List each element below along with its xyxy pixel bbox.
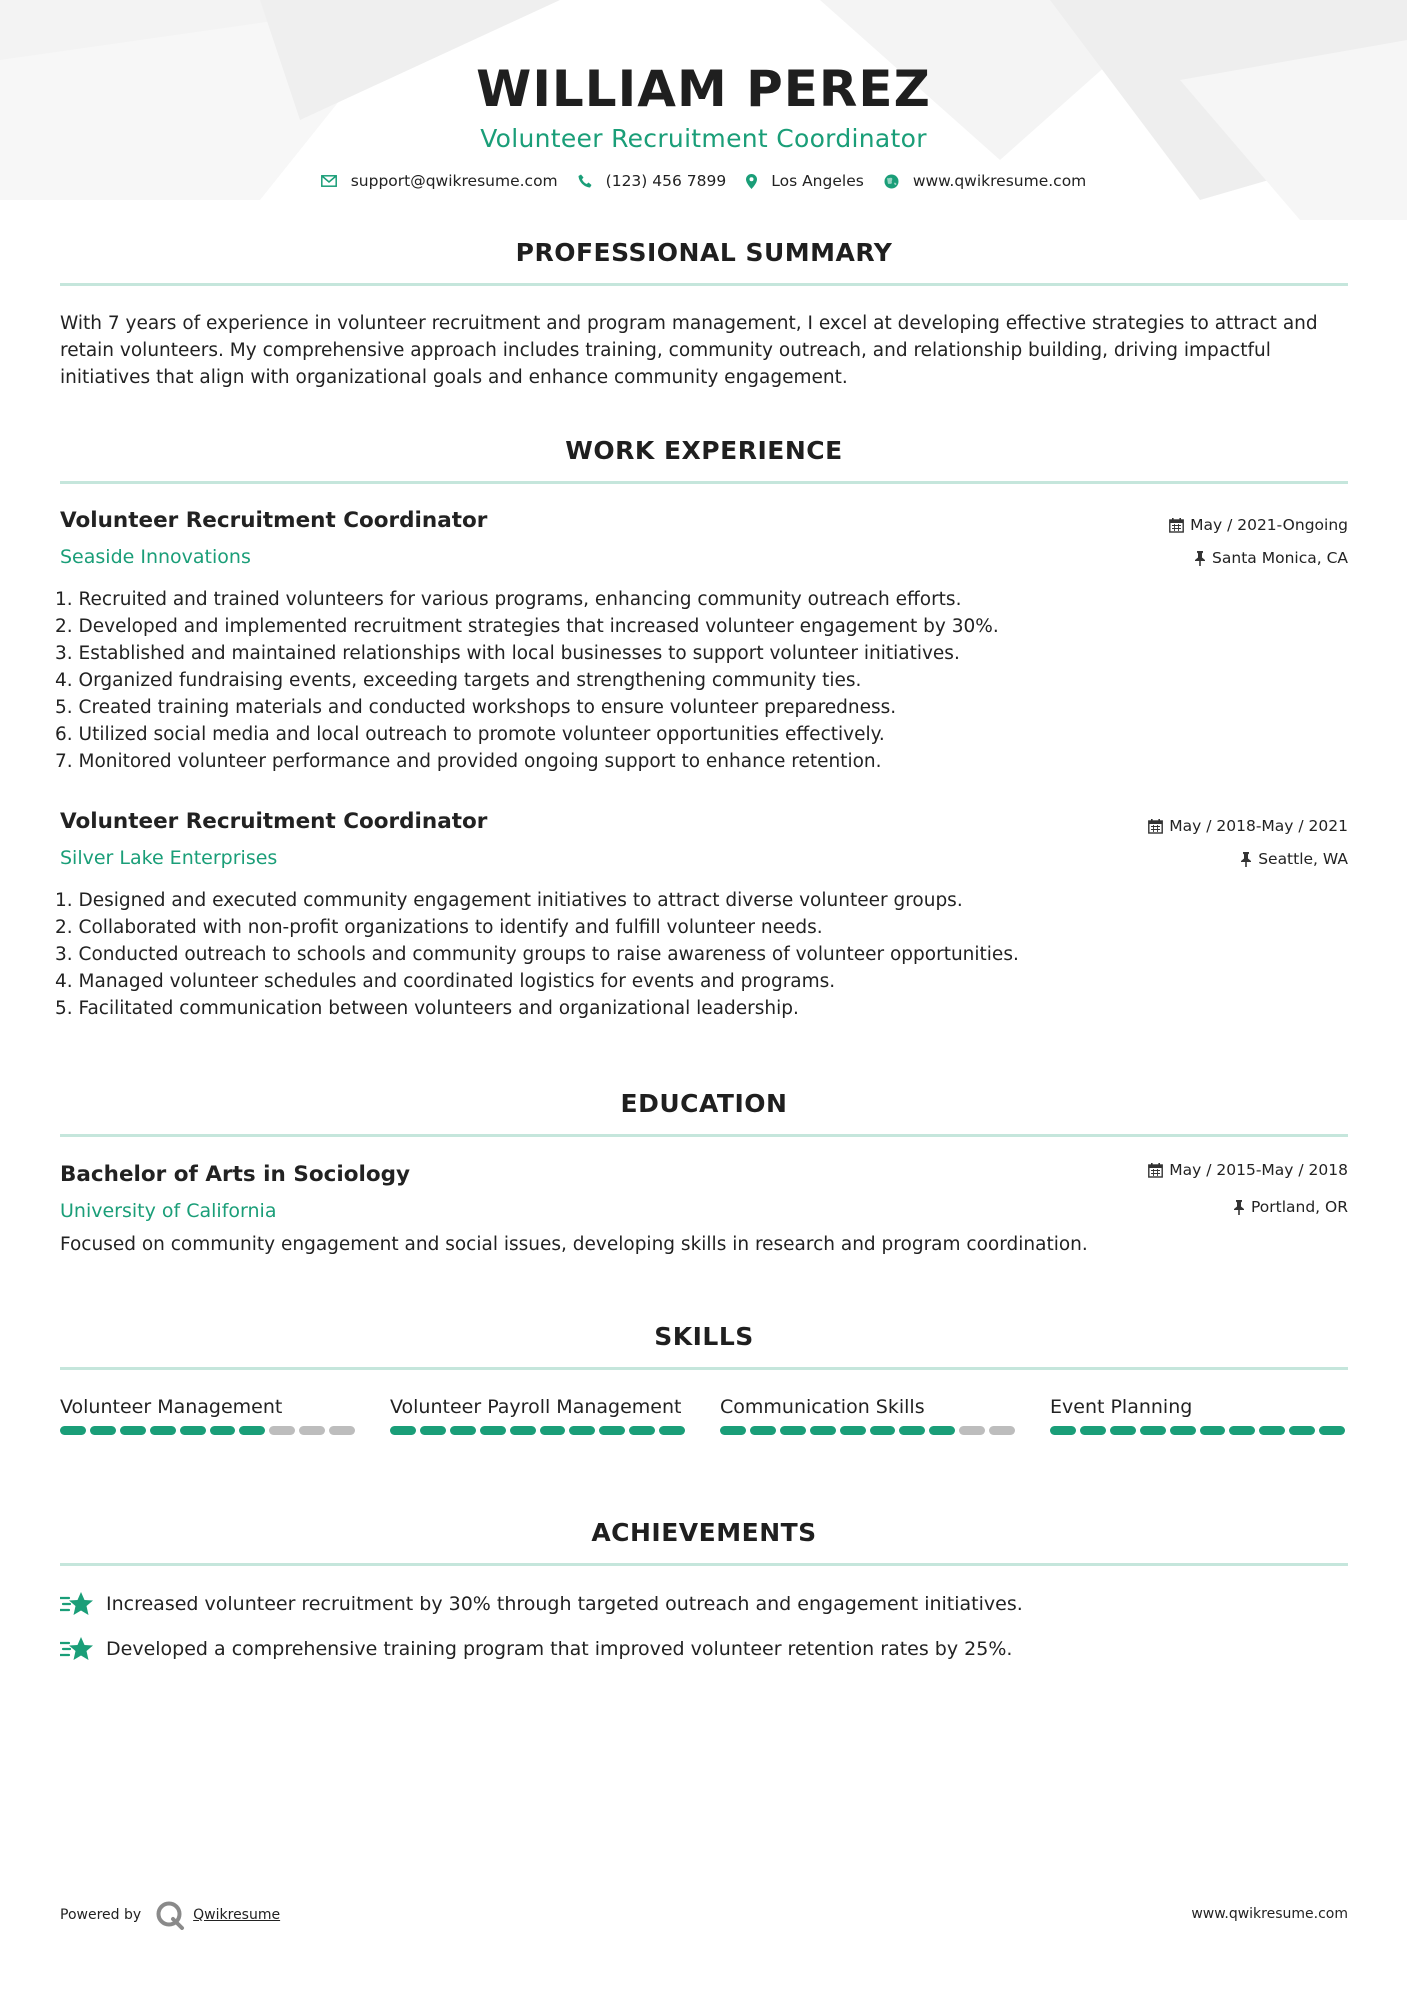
experience-heading: WORK EXPERIENCE xyxy=(565,436,843,465)
footer-powered-by xyxy=(60,1900,280,1930)
education-description: Focused on community engagement and social issues, developing skills in research and program coordination. xyxy=(60,1234,1088,1255)
education-location xyxy=(1233,1198,1348,1216)
skill-segment-filled xyxy=(480,1426,506,1435)
job-company: Silver Lake Enterprises xyxy=(60,847,278,869)
website-text: www.qwikresume.com xyxy=(912,172,1087,190)
skill-segment-filled xyxy=(1319,1426,1345,1435)
job-location-text: Santa Monica, CA xyxy=(1212,549,1348,567)
skill-segment-filled xyxy=(840,1426,866,1435)
footer-website[interactable]: www.qwikresume.com xyxy=(1191,1906,1348,1922)
skill-segment-filled xyxy=(899,1426,925,1435)
skill-segment-filled xyxy=(510,1426,536,1435)
resume-header xyxy=(0,58,1407,153)
shooting-star-icon xyxy=(60,1635,94,1663)
bullet-item: 3. Conducted outreach to schools and community groups to raise awareness of volunteer opportunities. xyxy=(55,944,1019,965)
job-location-text: Seattle, WA xyxy=(1258,850,1348,868)
skill-rating-bar xyxy=(1050,1426,1349,1435)
job-title: Volunteer Recruitment Coordinator xyxy=(60,809,488,834)
contact-website[interactable] xyxy=(884,172,1086,190)
skill-segment-filled xyxy=(1140,1426,1166,1435)
shooting-star-icon xyxy=(60,1590,94,1618)
skill-name: Event Planning xyxy=(1050,1396,1193,1418)
skill-item xyxy=(60,1394,359,1435)
skill-rating-bar xyxy=(390,1426,689,1435)
skill-segment-filled xyxy=(870,1426,896,1435)
skill-name: Volunteer Payroll Management xyxy=(390,1396,682,1418)
job-title: Volunteer Recruitment Coordinator xyxy=(60,508,488,533)
calendar-icon xyxy=(1148,1163,1163,1178)
candidate-name: WILLIAM PEREZ xyxy=(476,60,931,118)
contact-bar xyxy=(0,172,1407,190)
location-text: Los Angeles xyxy=(771,172,864,190)
phone-text: (123) 456 7899 xyxy=(605,172,727,190)
skill-segment-filled xyxy=(720,1426,746,1435)
bullet-item: 4. Organized fundraising events, exceeding targets and strengthening community ties. xyxy=(55,670,862,691)
bullet-item: 5. Facilitated communication between volunteers and organizational leadership. xyxy=(55,998,799,1019)
bullet-item: 7. Monitored volunteer performance and provided ongoing support to enhance retention. xyxy=(55,751,882,772)
education-heading: EDUCATION xyxy=(620,1089,788,1118)
achievements-heading: ACHIEVEMENTS xyxy=(591,1518,817,1547)
bullet-item: 6. Utilized social media and local outreach to promote volunteer opportunities effectively. xyxy=(55,724,885,745)
skill-segment-empty xyxy=(269,1426,295,1435)
degree-title: Bachelor of Arts in Sociology xyxy=(60,1162,411,1187)
job-location xyxy=(1240,850,1348,868)
qwikresume-logo-icon xyxy=(155,1900,185,1930)
bullet-item: 3. Established and maintained relationships with local businesses to support volunteer initiatives. xyxy=(55,643,960,664)
bullet-item: 1. Designed and executed community engagement initiatives to attract diverse volunteer groups. xyxy=(55,890,963,911)
phone-icon xyxy=(578,174,592,188)
experience-divider xyxy=(60,481,1348,484)
skill-rating-bar xyxy=(60,1426,359,1435)
contact-phone[interactable] xyxy=(578,172,727,190)
skill-segment-filled xyxy=(90,1426,116,1435)
skill-segment-empty xyxy=(329,1426,355,1435)
email-text: support@qwikresume.com xyxy=(350,172,558,190)
globe-icon xyxy=(884,174,899,189)
bullet-item: 5. Created training materials and conducted workshops to ensure volunteer preparedness. xyxy=(55,697,897,718)
skill-segment-filled xyxy=(929,1426,955,1435)
skill-segment-filled xyxy=(659,1426,685,1435)
education-divider xyxy=(60,1134,1348,1137)
powered-by-label: Powered by xyxy=(60,1907,142,1923)
skill-segment-filled xyxy=(120,1426,146,1435)
skill-segment-filled xyxy=(540,1426,566,1435)
job-dates-text: May / 2018-May / 2021 xyxy=(1169,817,1348,835)
achievement-item xyxy=(60,1635,1012,1663)
calendar-icon xyxy=(1169,518,1184,533)
candidate-title: Volunteer Recruitment Coordinator xyxy=(480,124,927,153)
skill-segment-filled xyxy=(390,1426,416,1435)
skill-segment-filled xyxy=(1259,1426,1285,1435)
achievement-item xyxy=(60,1590,1023,1618)
education-location-text: Portland, OR xyxy=(1250,1198,1348,1216)
skill-segment-empty xyxy=(959,1426,985,1435)
skill-segment-filled xyxy=(210,1426,236,1435)
bullet-item: 4. Managed volunteer schedules and coordinated logistics for events and programs. xyxy=(55,971,836,992)
contact-email[interactable] xyxy=(321,172,558,190)
skill-item xyxy=(720,1394,1019,1435)
skill-segment-filled xyxy=(750,1426,776,1435)
job-dates xyxy=(1148,817,1348,835)
bullet-item: 2. Developed and implemented recruitment strategies that increased volunteer engagement by 30%. xyxy=(55,616,999,637)
education-dates-text: May / 2015-May / 2018 xyxy=(1169,1161,1348,1179)
job-dates xyxy=(1169,516,1348,534)
skill-segment-filled xyxy=(1080,1426,1106,1435)
bullet-item: 1. Recruited and trained volunteers for various programs, enhancing community outreach efforts. xyxy=(55,589,962,610)
qwikresume-link[interactable]: Qwikresume xyxy=(193,1907,281,1923)
skill-segment-filled xyxy=(629,1426,655,1435)
skill-segment-filled xyxy=(450,1426,476,1435)
skill-segment-filled xyxy=(1229,1426,1255,1435)
summary-text: With 7 years of experience in volunteer recruitment and program management, I excel at developing effective strategies to attract and retain volunteers. My comprehensive approach includes training, community outreach, and relationship building, driving impactful initiatives that align with organizational goals and enhance community engagement. xyxy=(60,313,1318,388)
skill-segment-empty xyxy=(989,1426,1015,1435)
job-bullets xyxy=(55,586,1355,775)
skill-segment-filled xyxy=(810,1426,836,1435)
skill-segment-filled xyxy=(780,1426,806,1435)
skill-segment-filled xyxy=(1050,1426,1076,1435)
calendar-icon xyxy=(1148,819,1163,834)
job-bullets xyxy=(55,887,1355,1022)
skill-item xyxy=(390,1394,689,1435)
skill-segment-empty xyxy=(299,1426,325,1435)
skill-segment-filled xyxy=(569,1426,595,1435)
school-name: University of California xyxy=(60,1200,277,1222)
skill-segment-filled xyxy=(150,1426,176,1435)
skill-rating-bar xyxy=(720,1426,1019,1435)
skill-name: Volunteer Management xyxy=(60,1396,283,1418)
skill-name: Communication Skills xyxy=(720,1396,925,1418)
contact-location xyxy=(746,172,864,190)
job-company: Seaside Innovations xyxy=(60,546,251,568)
education-dates xyxy=(1148,1161,1348,1179)
skills-divider xyxy=(60,1367,1348,1370)
pushpin-icon xyxy=(1194,551,1206,566)
bullet-item: 2. Collaborated with non-profit organizations to identify and fulfill volunteer needs. xyxy=(55,917,823,938)
envelope-icon xyxy=(321,175,337,187)
pushpin-icon xyxy=(1240,852,1252,867)
map-pin-icon xyxy=(746,174,757,189)
achievement-text: Increased volunteer recruitment by 30% through targeted outreach and engagement initiatives. xyxy=(106,1593,1023,1615)
skill-segment-filled xyxy=(1170,1426,1196,1435)
job-location xyxy=(1194,549,1348,567)
summary-heading: PROFESSIONAL SUMMARY xyxy=(515,238,893,267)
summary-divider xyxy=(60,283,1348,286)
skill-segment-filled xyxy=(599,1426,625,1435)
achievement-text: Developed a comprehensive training program that improved volunteer retention rates by 25%. xyxy=(106,1638,1013,1660)
skill-segment-filled xyxy=(180,1426,206,1435)
job-dates-text: May / 2021-Ongoing xyxy=(1190,516,1348,534)
skills-list xyxy=(60,1394,1348,1435)
skill-segment-filled xyxy=(239,1426,265,1435)
pushpin-icon xyxy=(1233,1200,1245,1215)
skill-segment-filled xyxy=(60,1426,86,1435)
skill-segment-filled xyxy=(1110,1426,1136,1435)
skill-item xyxy=(1050,1394,1349,1435)
skill-segment-filled xyxy=(420,1426,446,1435)
skill-segment-filled xyxy=(1200,1426,1226,1435)
skill-segment-filled xyxy=(1289,1426,1315,1435)
achievements-divider xyxy=(60,1563,1348,1566)
skills-heading: SKILLS xyxy=(654,1322,754,1351)
